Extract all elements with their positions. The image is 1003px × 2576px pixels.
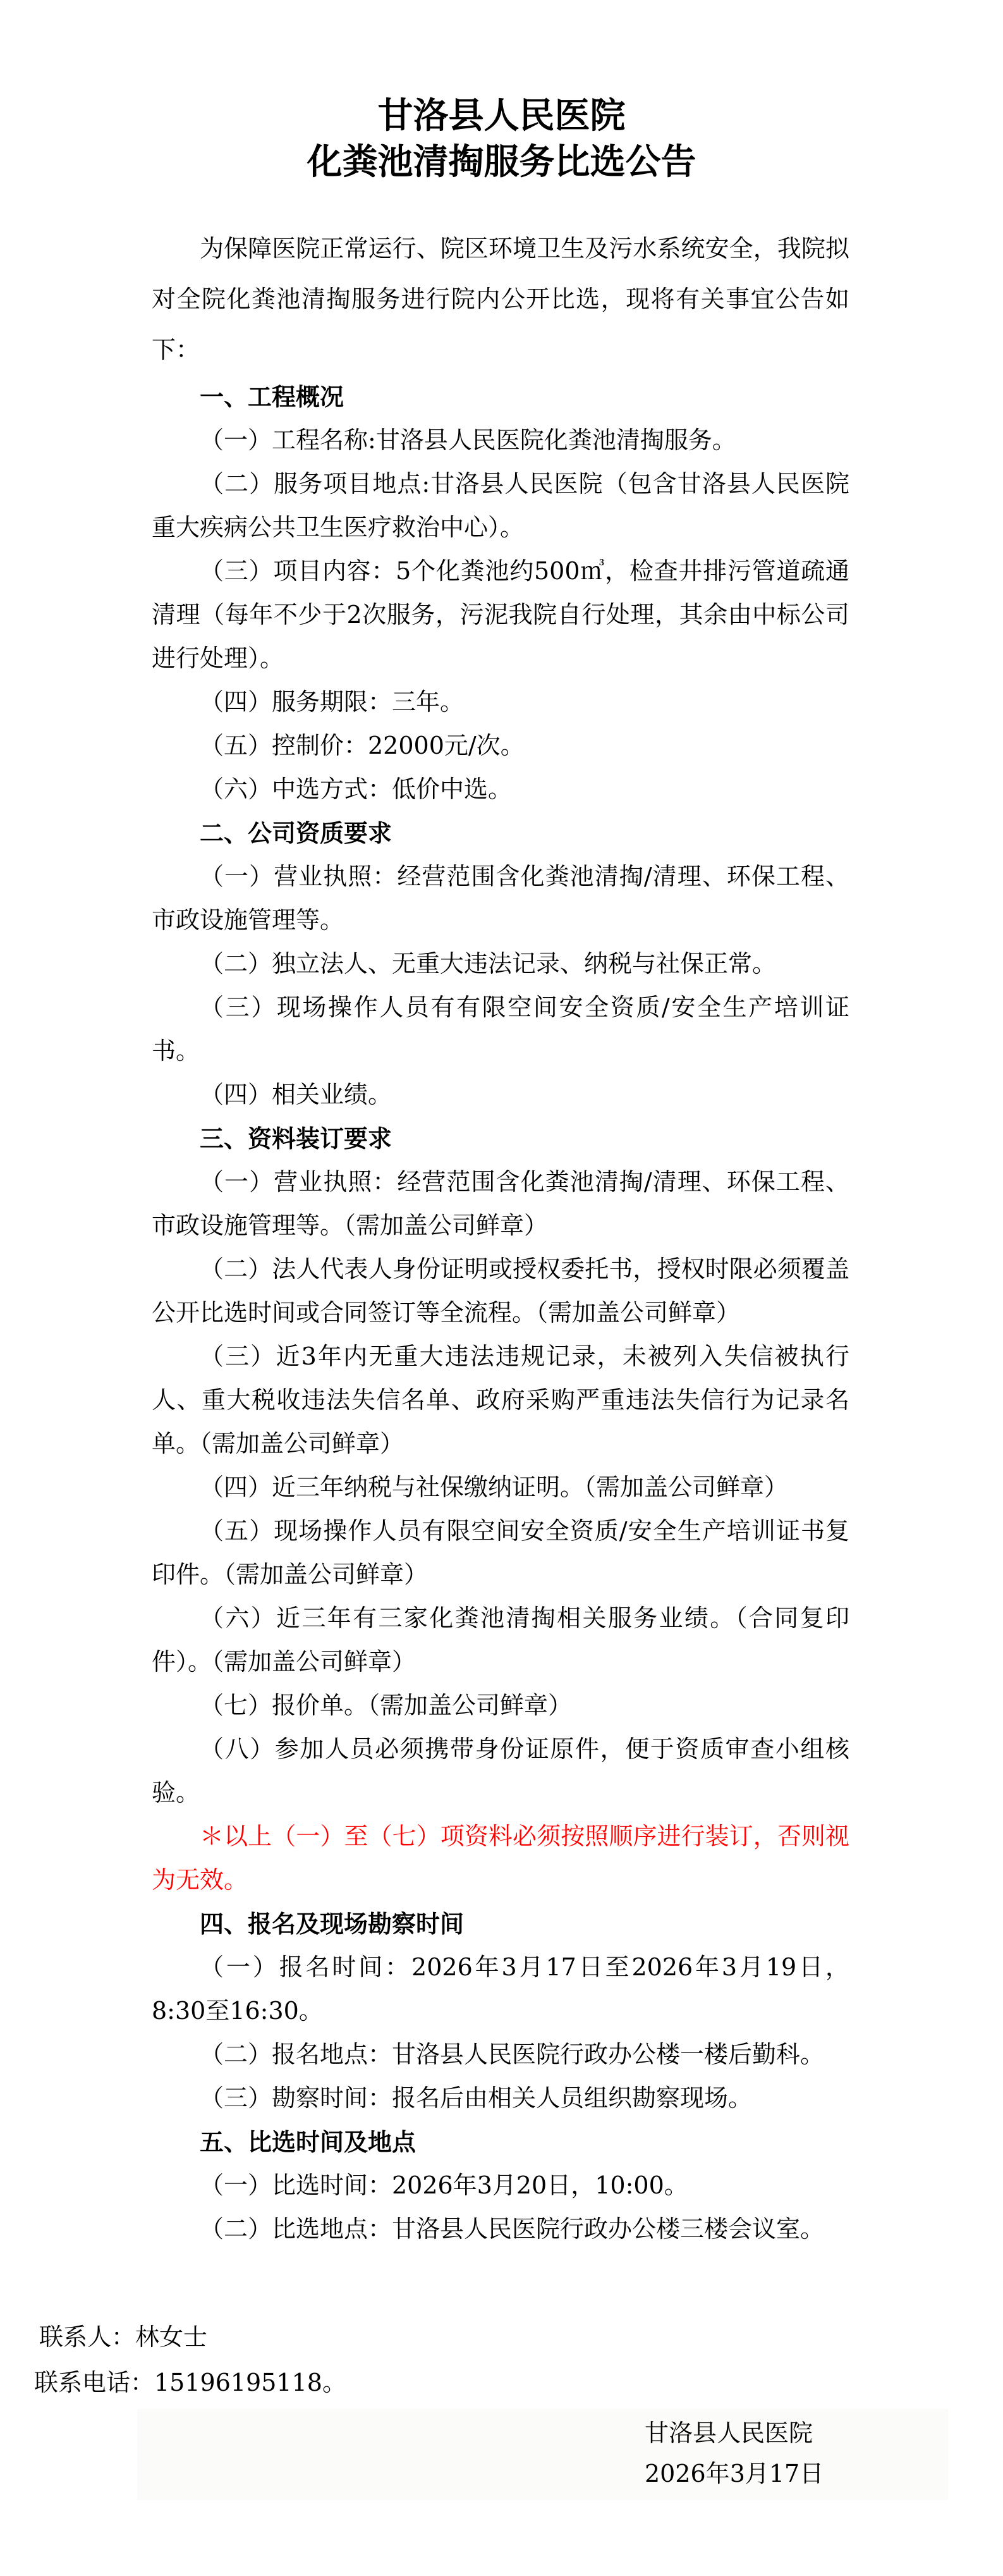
section-item: （一）报名时间：2026年3月17日至2026年3月19日，8:30至16:30。 bbox=[152, 1953, 849, 2025]
section-item: （三）勘察时间：报名后由相关人员组织勘察现场。 bbox=[200, 2084, 753, 2112]
section-item: （四）相关业绩。 bbox=[200, 1081, 392, 1108]
document-title-line1: 甘洛县人民医院 bbox=[377, 95, 626, 137]
section-item: （五）现场操作人员有限空间安全资质/安全生产培训证书复印件。（需加盖公司鲜章） bbox=[152, 1517, 849, 1588]
section-item: （六）近三年有三家化粪池清掏相关服务业绩。（合同复印件）。（需加盖公司鲜章） bbox=[152, 1604, 849, 1676]
section-heading: 三、资料装订要求 bbox=[200, 1124, 392, 1153]
signature-block bbox=[137, 2409, 948, 2500]
section-item: （一）比选时间：2026年3月20日，10:00。 bbox=[200, 2171, 688, 2199]
section-item: （一）工程名称:甘洛县人民医院化粪池清掏服务。 bbox=[200, 426, 736, 454]
section-item: （三）近3年内无重大违法违规记录，未被列入失信被执行人、重大税收违法失信名单、政府采购严重违法失信行为记录名单。（需加盖公司鲜章） bbox=[152, 1342, 849, 1457]
section-heading: 四、报名及现场勘察时间 bbox=[200, 1910, 465, 1938]
section-heading: 二、公司资质要求 bbox=[200, 819, 392, 847]
section-item: （二）独立法人、无重大违法记录、纳税与社保正常。 bbox=[200, 950, 777, 978]
section-item: （一）营业执照：经营范围含化粪池清掏/清理、环保工程、市政设施管理等。 bbox=[152, 862, 849, 934]
section-item: （四）服务期限：三年。 bbox=[200, 688, 465, 716]
section-item: （三）项目内容：5个化粪池约500㎥，检查井排污管道疏通清理（每年不少于2次服务，污泥我院自行处理，其余由中标公司进行处理）。 bbox=[152, 557, 849, 672]
section-item: （八）参加人员必须携带身份证原件，便于资质审查小组核验。 bbox=[152, 1735, 849, 1806]
section-item: （七）报价单。（需加盖公司鲜章） bbox=[200, 1691, 573, 1719]
section-item: （四）近三年纳税与社保缴纳证明。（需加盖公司鲜章） bbox=[200, 1473, 789, 1501]
contact-person: 联系人：林女士 bbox=[39, 2323, 208, 2351]
intro-paragraph: 为保障医院正常运行、院区环境卫生及污水系统安全，我院拟对全院化粪池清掏服务进行院内公开比选，现将有关事宜公告如下： bbox=[152, 235, 849, 364]
signature-date: 2026年3月17日 bbox=[645, 2460, 824, 2487]
signature-organization: 甘洛县人民医院 bbox=[645, 2419, 813, 2447]
section-item: （二）比选地点：甘洛县人民医院行政办公楼三楼会议室。 bbox=[200, 2215, 825, 2243]
section-item: （一）营业执照：经营范围含化粪池清掏/清理、环保工程、市政设施管理等。（需加盖公司鲜章） bbox=[152, 1168, 849, 1239]
binding-order-warning: ＊以上（一）至（七）项资料必须按照顺序进行装订，否则视为无效。 bbox=[152, 1822, 849, 1894]
section-item: （二）服务项目地点:甘洛县人民医院（包含甘洛县人民医院重大疾病公共卫生医疗救治中心）。 bbox=[152, 470, 849, 541]
contact-block bbox=[0, 2314, 1003, 2405]
section-item: （六）中选方式：低价中选。 bbox=[200, 775, 513, 803]
section-item: （二）报名地点：甘洛县人民医院行政办公楼一楼后勤科。 bbox=[200, 2040, 825, 2068]
section-heading: 一、工程概况 bbox=[200, 383, 344, 411]
announcement-body bbox=[152, 375, 849, 2251]
announcement-content bbox=[152, 223, 849, 2251]
section-heading: 五、比选时间及地点 bbox=[200, 2128, 416, 2156]
section-item: （五）控制价：22000元/次。 bbox=[200, 732, 525, 759]
section-item: （二）法人代表人身份证明或授权委托书，授权时限必须覆盖公开比选时间或合同签订等全流程。（需加盖公司鲜章） bbox=[152, 1255, 849, 1327]
section-item: （三）现场操作人员有有限空间安全资质/安全生产培训证书。 bbox=[152, 993, 849, 1065]
contact-phone: 联系电话：15196195118。 bbox=[34, 2369, 346, 2396]
document-title-line2: 化粪池清掏服务比选公告 bbox=[307, 141, 696, 183]
